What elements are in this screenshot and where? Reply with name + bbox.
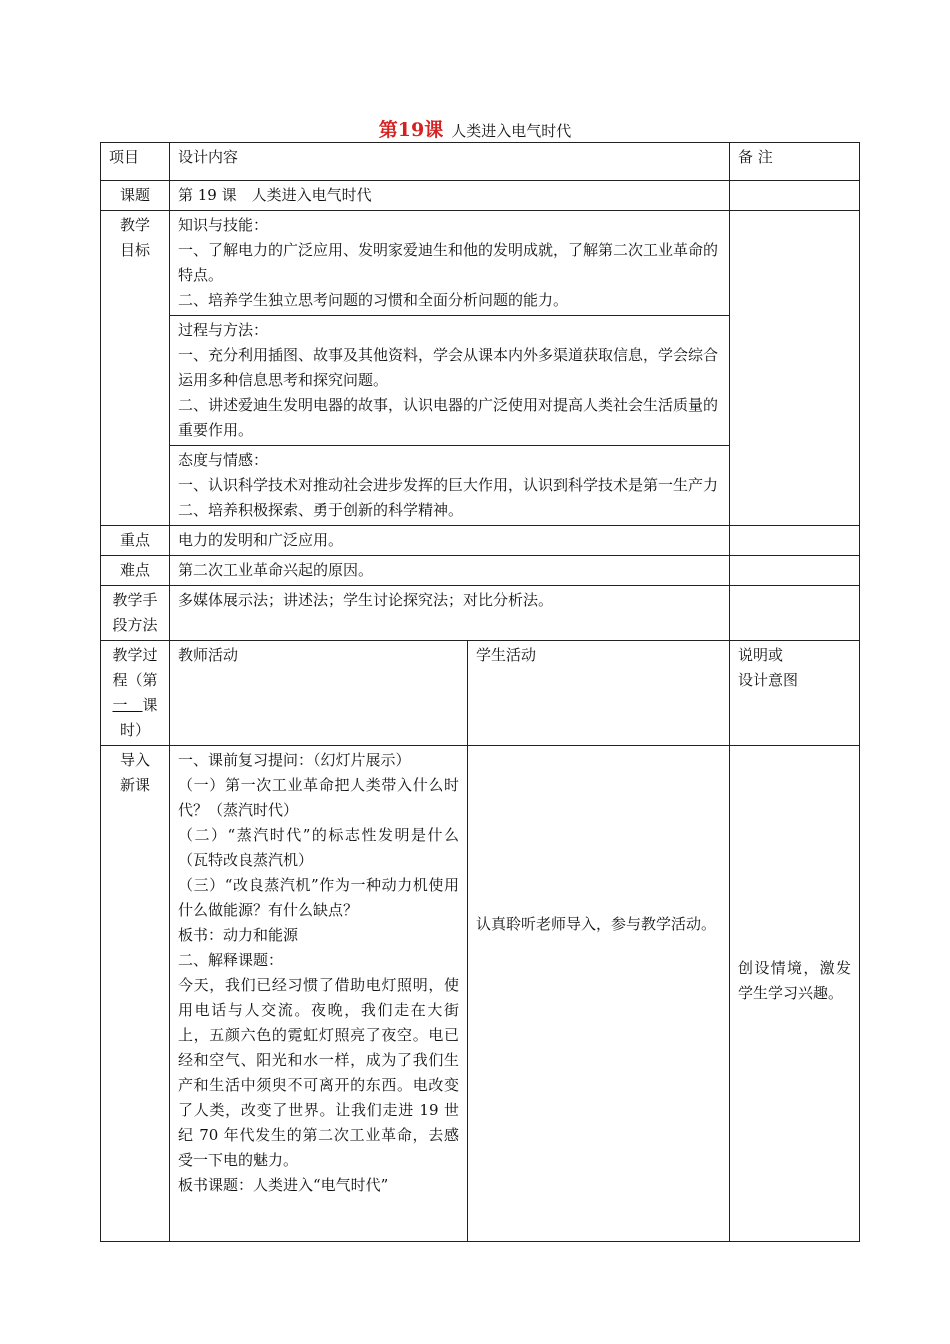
key-point-row — [101, 526, 860, 556]
student-activity-header: 学生活动 — [468, 641, 730, 746]
topic-row — [101, 181, 860, 211]
difficulty-remarks — [730, 556, 860, 586]
process-label: 教学过 程（第 一 课 时） — [101, 641, 170, 746]
intro-teacher-activity: 一、课前复习提问：（幻灯片展示） （一）第一次工业革命把人类带入什么时代？（蒸汽时代） （二）“蒸汽时代”的标志性发明是什么（瓦特改良蒸汽机） （三）“改良蒸汽机”作为一种动力机使用什么做能源？有什么缺点？ 板书：动力和能源 二、解释课题： 今天，我们已经习惯了借助电灯照明，使用电话与人交流。夜晚，我们走在大街上，五颜六色的霓虹灯照亮了夜空。电已经和空气、阳光和水一样，成为了我们生产和生活中须臾不可离开的东西。电改变了人类，改变了世界。让我们走进 19 世纪 70 年代发生的第二次工业革命，去感受一下电的魅力。 板书课题：人类进入“电气时代” — [170, 746, 468, 1242]
topic-label: 课题 — [101, 181, 170, 211]
intro-design-intent: 创设情境，激发学生学习兴趣。 — [730, 746, 860, 1242]
difficulty-value: 第二次工业革命兴起的原因。 — [170, 556, 730, 586]
goals-row-knowledge — [101, 211, 860, 316]
goals-remarks — [730, 211, 860, 526]
header-remarks: 备 注 — [730, 143, 860, 181]
methods-value: 多媒体展示法；讲述法；学生讨论探究法；对比分析法。 — [170, 586, 730, 641]
header-content: 设计内容 — [170, 143, 730, 181]
lesson-topic: 人类进入电气时代 — [451, 122, 572, 140]
process-header-row — [101, 641, 860, 746]
intro-row — [101, 746, 860, 1242]
intro-label: 导入 新课 — [101, 746, 170, 1242]
intro-student-activity: 认真聆听老师导入，参与教学活动。 — [468, 746, 730, 1242]
key-point-remarks — [730, 526, 860, 556]
key-point-value: 电力的发明和广泛应用。 — [170, 526, 730, 556]
methods-remarks — [730, 586, 860, 641]
lesson-number: 第19课 — [378, 119, 444, 141]
difficulty-row — [101, 556, 860, 586]
page-title — [0, 118, 950, 143]
methods-label: 教学手 段方法 — [101, 586, 170, 641]
lesson-plan-table — [100, 142, 860, 1242]
topic-value: 第 19 课 人类进入电气时代 — [170, 181, 730, 211]
header-item: 项目 — [101, 143, 170, 181]
difficulty-label: 难点 — [101, 556, 170, 586]
topic-remarks — [730, 181, 860, 211]
goals-attitude: 态度与情感： 一、认识科学技术对推动社会进步发挥的巨大作用，认识到科学技术是第一生产力 二、培养积极探索、勇于创新的科学精神。 — [170, 446, 730, 526]
methods-row — [101, 586, 860, 641]
goals-label: 教学 目标 — [101, 211, 170, 526]
goals-process: 过程与方法： 一、充分利用插图、故事及其他资料，学会从课本内外多渠道获取信息，学会综合运用多种信息思考和探究问题。 二、讲述爱迪生发明电器的故事，认识电器的广泛使用对提高人类社会生活质量的重要作用。 — [170, 316, 730, 446]
teacher-activity-header: 教师活动 — [170, 641, 468, 746]
goals-knowledge: 知识与技能： 一、了解电力的广泛应用、发明家爱迪生和他的发明成就，了解第二次工业革命的特点。 二、培养学生独立思考问题的习惯和全面分析问题的能力。 — [170, 211, 730, 316]
header-row — [101, 143, 860, 181]
key-point-label: 重点 — [101, 526, 170, 556]
design-intent-header: 说明或 设计意图 — [730, 641, 860, 746]
